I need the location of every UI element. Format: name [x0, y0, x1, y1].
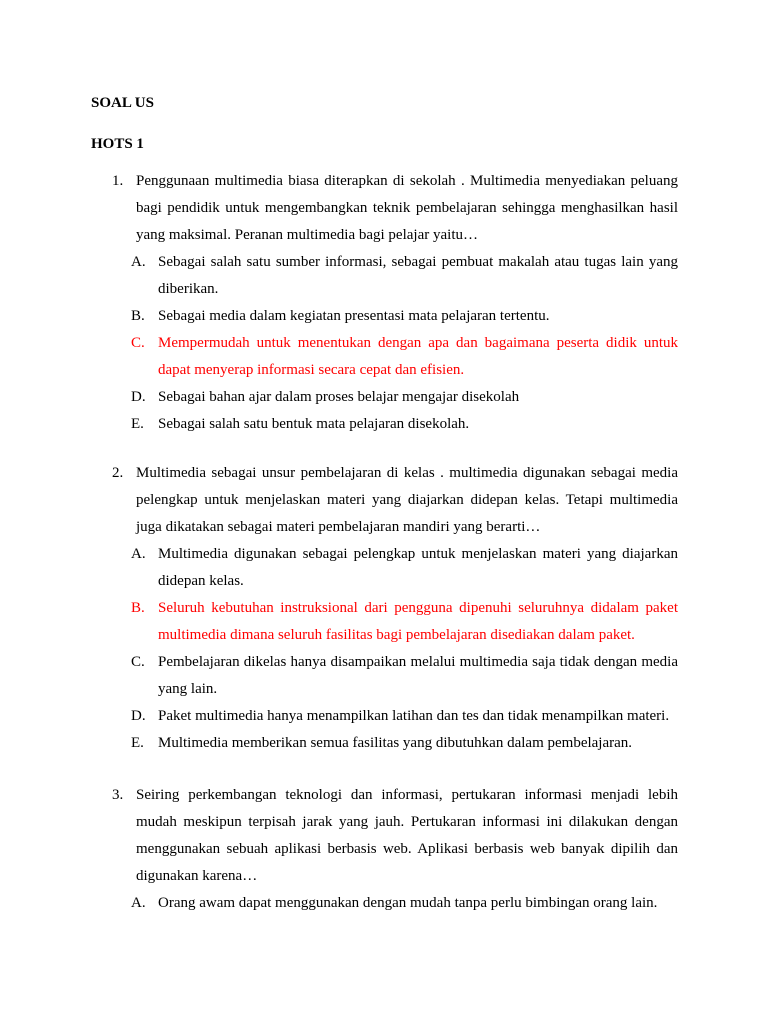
option-text: Orang awam dapat menggunakan dengan mudah tanpa perlu bimbingan orang lain.	[158, 895, 658, 911]
option-letter: A.	[131, 546, 146, 562]
option-a	[131, 249, 678, 303]
question-text: Seiring perkembangan teknologi dan informasi, pertukaran informasi menjadi lebih mudah meskipun terpisah jarak yang jauh. Pertukaran informasi ini dilakukan dengan menggunakan sebuah aplikasi berbasis web. Aplikasi berbasis web banyak dipilih dan digunakan karena…	[136, 787, 678, 884]
question-number: 1.	[112, 173, 124, 189]
option-letter: C.	[131, 654, 145, 670]
option-a	[131, 541, 678, 595]
question-1	[112, 168, 678, 438]
answer-options	[131, 249, 678, 438]
option-text: Multimedia digunakan sebagai pelengkap untuk menjelaskan materi yang diajarkan didepan kelas.	[158, 546, 678, 589]
question-number: 3.	[112, 787, 124, 803]
option-b	[131, 303, 678, 330]
question-2	[112, 460, 678, 757]
option-d	[131, 384, 678, 411]
answer-options	[131, 890, 678, 917]
option-letter: A.	[131, 895, 146, 911]
option-a	[131, 890, 678, 917]
option-text: Seluruh kebutuhan instruksional dari pengguna dipenuhi seluruhnya didalam paket multimedia dimana seluruh fasilitas bagi pembelajaran disediakan dalam paket.	[158, 600, 678, 643]
question-3	[112, 782, 678, 917]
option-d	[131, 703, 678, 730]
option-text: Sebagai bahan ajar dalam proses belajar mengajar disekolah	[158, 389, 520, 405]
option-letter: D.	[131, 708, 146, 724]
option-c	[131, 649, 678, 703]
option-text: Sebagai media dalam kegiatan presentasi mata pelajaran tertentu.	[158, 308, 550, 324]
option-text: Multimedia memberikan semua fasilitas yang dibutuhkan dalam pembelajaran.	[158, 735, 633, 751]
option-letter: C.	[131, 335, 145, 351]
option-text: Pembelajaran dikelas hanya disampaikan melalui multimedia saja tidak dengan media yang lain.	[158, 654, 678, 697]
option-b-correct	[131, 595, 678, 649]
option-text: Mempermudah untuk menentukan dengan apa dan bagaimana peserta didik untuk dapat menyerap informasi secara cepat dan efisien.	[158, 335, 678, 378]
answer-options	[131, 541, 678, 757]
question-text: Multimedia sebagai unsur pembelajaran di kelas . multimedia digunakan sebagai media pelengkap untuk menjelaskan materi yang diajarkan didepan kelas. Tetapi multimedia juga dikatakan sebagai materi pembelajaran mandiri yang berarti…	[136, 465, 678, 535]
option-letter: B.	[131, 600, 145, 616]
question-text: Penggunaan multimedia biasa diterapkan di sekolah . Multimedia menyediakan peluang bagi pendidik untuk mengembangkan teknik pembelajaran sehingga menghasilkan hasil yang maksimal. Peranan multimedia bagi pelajar yaitu…	[136, 173, 678, 243]
option-letter: E.	[131, 735, 144, 751]
option-c-correct	[131, 330, 678, 384]
option-letter: D.	[131, 389, 146, 405]
option-e	[131, 411, 678, 438]
option-letter: E.	[131, 416, 144, 432]
question-number: 2.	[112, 465, 124, 481]
option-text: Sebagai salah satu sumber informasi, sebagai pembuat makalah atau tugas lain yang diberikan.	[158, 254, 678, 297]
option-e	[131, 730, 678, 757]
option-text: Paket multimedia hanya menampilkan latihan dan tes dan tidak menampilkan materi.	[158, 708, 670, 724]
option-text: Sebagai salah satu bentuk mata pelajaran disekolah.	[158, 416, 470, 432]
document-title: SOAL US	[91, 95, 154, 111]
section-heading: HOTS 1	[91, 136, 144, 152]
option-letter: B.	[131, 308, 145, 324]
option-letter: A.	[131, 254, 146, 270]
